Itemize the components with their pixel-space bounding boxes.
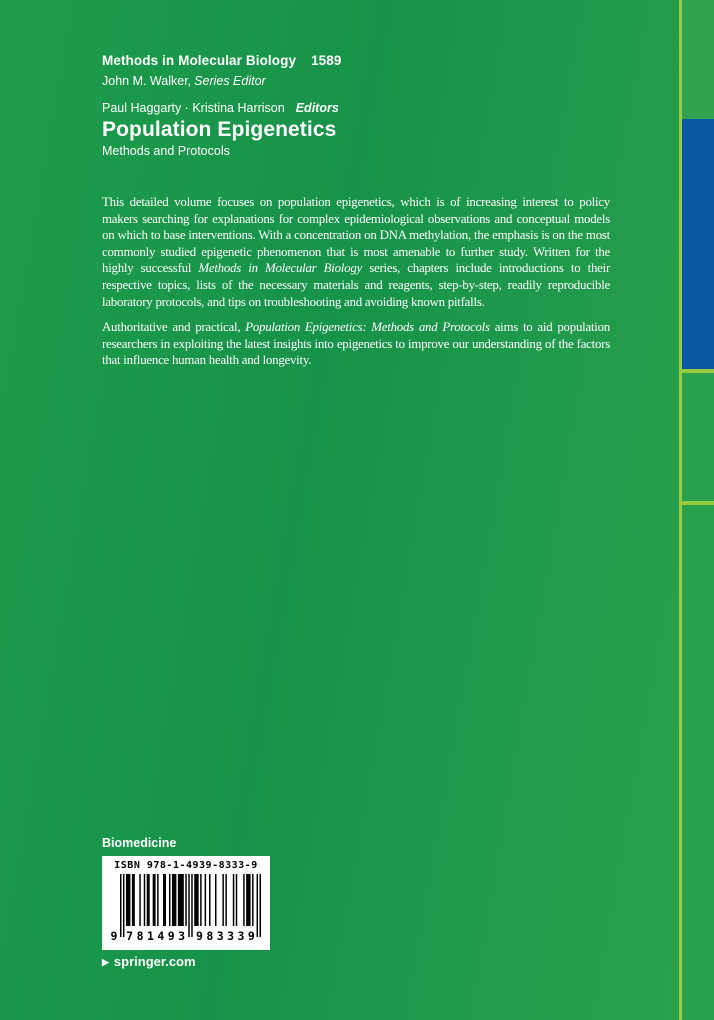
svg-text:3: 3: [236, 929, 244, 942]
svg-text:1: 1: [146, 929, 154, 942]
description-paragraph: This detailed volume focuses on population epigenetics, which is of increasing interest to policy makers searching for explanations for complex epidemiological observations and conceptual models on which to base interventions. With a concentration on DNA methylation, the emphasis is on the most commonly studied epigenetic phenomenon that is most amenable to further study. Written for the highly successful Methods in Molecular Biology series, chapters include introductions to their respective topics, lists of the necessary materials and reagents, step-by-step, readily reproducible laboratory protocols, and tips on troubleshooting and avoiding known pitfalls.: [102, 195, 610, 309]
svg-text:9: 9: [110, 929, 117, 942]
svg-text:4: 4: [156, 929, 164, 942]
svg-text:3: 3: [177, 929, 185, 942]
description-paragraph: Authoritative and practical, Population Epigenetics: Methods and Protocols aims to aid population researchers in exploiting the latest insights into epigenetics to improve our understanding of the factors that influence human health and longevity.: [102, 320, 610, 368]
category-label: Biomedicine: [102, 836, 177, 850]
svg-text:9: 9: [195, 929, 203, 942]
series-editor-line: [102, 74, 266, 88]
series-editor-role: Series Editor: [194, 74, 266, 88]
arrow-icon: ▶: [102, 957, 109, 967]
svg-text:8: 8: [205, 929, 213, 942]
svg-text:3: 3: [216, 929, 224, 942]
publisher-line: [102, 954, 196, 969]
svg-text:8: 8: [136, 929, 144, 942]
svg-text:9: 9: [167, 929, 175, 942]
editors-role: Editors: [295, 101, 339, 115]
svg-text:3: 3: [226, 929, 234, 942]
editors-names: Paul Haggarty · Kristina Harrison: [102, 101, 285, 115]
series-number: 1589: [311, 53, 342, 68]
publisher-url: springer.com: [113, 954, 196, 969]
ean13-barcode-icon: [110, 874, 263, 942]
volume-editors-line: [102, 101, 339, 115]
svg-text:7: 7: [125, 929, 133, 942]
series-title: Methods in Molecular Biology: [102, 53, 297, 68]
edge-segment-top: [682, 0, 714, 119]
edge-segment-middle: [682, 373, 714, 501]
series-color-panel: [682, 119, 714, 369]
description: [102, 194, 610, 378]
book-subtitle: Methods and Protocols: [102, 144, 230, 158]
series-editor-name: John M. Walker,: [102, 74, 192, 88]
series-title-line: [102, 53, 342, 68]
isbn-barcode: [102, 856, 270, 950]
edge-segment-bottom: [682, 505, 714, 1020]
isbn-label: ISBN 978-1-4939-8333-9: [114, 860, 258, 871]
book-title: Population Epigenetics: [102, 118, 337, 141]
svg-text:9: 9: [247, 929, 255, 942]
right-edge-column: [682, 0, 714, 1020]
